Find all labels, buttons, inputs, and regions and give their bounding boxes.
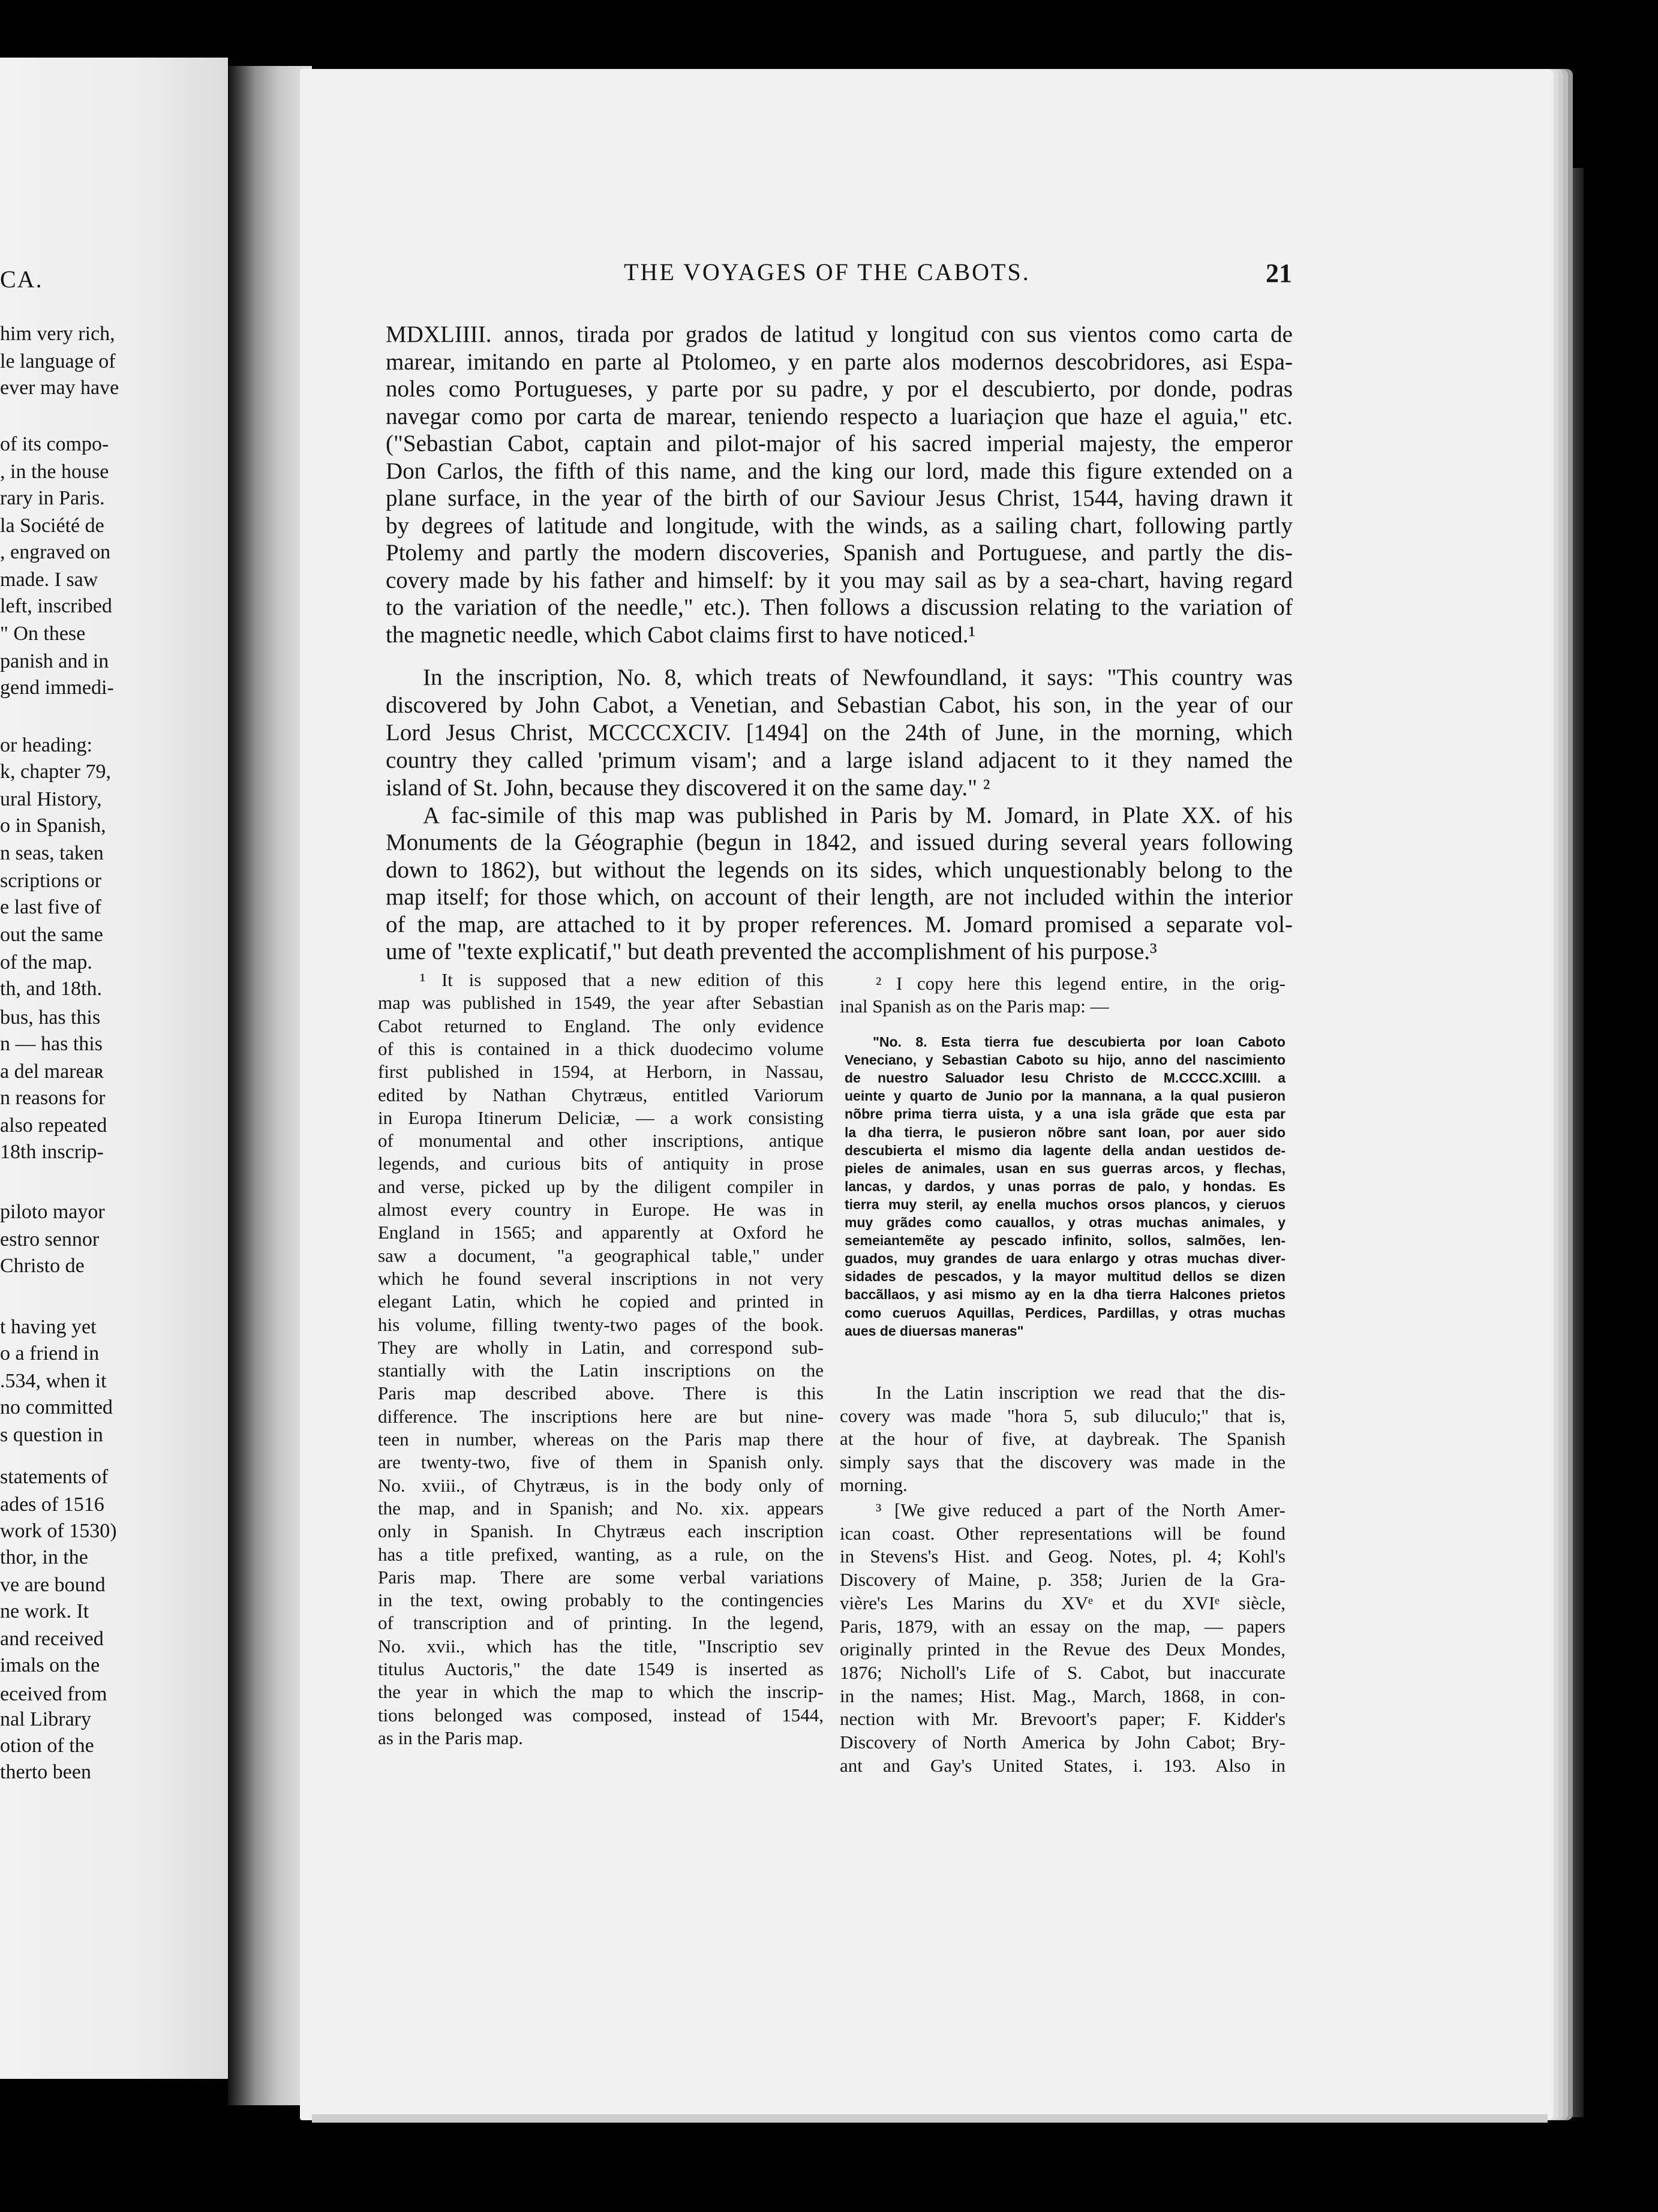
left-page-header: CA. xyxy=(0,266,43,293)
left-page-line: work of 1530) xyxy=(0,1520,117,1542)
body-text-line: Lord Jesus Christ, MCCCCXCIV. [1494] on the 24th of June, in the morning, which xyxy=(386,720,1293,746)
footnote-line: inal Spanish as on the Paris map: — xyxy=(840,996,1109,1017)
left-page-line: ever may have xyxy=(0,377,119,399)
footnote-line: Cabot returned to England. The only evidence xyxy=(378,1015,824,1036)
body-text-line: navegar como por carta de marear, teniendo respecto a luariaçion que haze el aguia," etc. xyxy=(386,403,1293,429)
left-page-line: piloto mayor xyxy=(0,1201,105,1223)
footnote-line: almost every country in Europe. He was in xyxy=(378,1199,824,1220)
footnote-line: Paris map described above. There is this xyxy=(378,1382,824,1404)
spanish-legend-line: la dha tierra, le pusieron nõbre sant Ioan, por auer sido xyxy=(845,1124,1285,1140)
spanish-legend-line: de nuestro Saluador Iesu Christo de M.CCCC.XCIIII. a xyxy=(845,1070,1285,1086)
left-page-line: left, inscribed xyxy=(0,595,112,617)
spanish-legend-line: como cueruos Aquillas, Perdices, Pardillas, y otras muchas xyxy=(845,1305,1285,1321)
footnote-line: Discovery of Maine, p. 358; Jurien de la Gra- xyxy=(840,1569,1285,1591)
spanish-legend-line: aues de diuersas maneras" xyxy=(845,1323,1024,1339)
spanish-legend-line: nõbre prima tierra uista, y a una isla grãde que esta par xyxy=(845,1106,1285,1122)
spanish-legend-line: lancas, y dardos, y unas porras de palo, y hondas. Es xyxy=(845,1178,1285,1194)
left-page-line: him very rich, xyxy=(0,323,115,345)
body-text-line: plane surface, in the year of the birth of our Saviour Jesus Christ, 1544, having drawn it xyxy=(386,485,1293,511)
left-page-line: ne work. It xyxy=(0,1600,89,1622)
left-page-line: t having yet xyxy=(0,1316,97,1338)
footnote-line: Discovery of North America by John Cabot; Bry- xyxy=(840,1732,1285,1753)
body-text-line: ("Sebastian Cabot, captain and pilot-major of his sacred imperial majesty, the emperor xyxy=(386,431,1293,456)
body-text-line: Ptolemy and partly the modern discoveries, Spanish and Portuguese, and partly the dis- xyxy=(386,540,1293,566)
left-page-line: n reasons for xyxy=(0,1087,106,1109)
footnote-line: ² I copy here this legend entire, in the orig- xyxy=(876,973,1285,994)
left-page-line: eceived from xyxy=(0,1683,107,1705)
left-page-line: o a friend in xyxy=(0,1342,100,1365)
left-page-line: panish and in xyxy=(0,650,109,672)
footnote-line: stantially with the Latin inscriptions on the xyxy=(378,1360,824,1381)
body-text-line: to the variation of the needle," etc.). Then follows a discussion relating to the variation of xyxy=(386,594,1293,620)
spanish-legend-line: Veneciano, y Sebastian Caboto su hijo, anno del nascimiento xyxy=(845,1052,1285,1068)
left-page xyxy=(0,58,228,2079)
footnote-line: as in the Paris map. xyxy=(378,1727,523,1748)
footnote-line: tions belonged was composed, instead of 1544, xyxy=(378,1704,824,1726)
footnote-line: of monumental and other inscriptions, antique xyxy=(378,1130,824,1152)
body-text-line: by degrees of latitude and longitude, with the winds, as a sailing chart, following partly xyxy=(386,512,1293,539)
footnote-line: in the text, owing probably to the contingencies xyxy=(378,1589,824,1611)
body-text-line: of the map, are attached to it by proper references. M. Jomard promised a separate vol- xyxy=(386,911,1293,937)
left-page-line: scriptions or xyxy=(0,870,102,892)
left-page-line: also repeated xyxy=(0,1114,107,1137)
footnote-line: ican coast. Other representations will be found xyxy=(840,1522,1285,1544)
running-title: THE VOYAGES OF THE CABOTS. xyxy=(624,259,1031,285)
left-page-line: out the same xyxy=(0,924,103,946)
spanish-legend-line: muy grãdes como cauallos, y otras muchas animales, y xyxy=(845,1215,1285,1230)
spanish-legend-line: baccãllaos, y asi mismo ay en la dha tierra Halcones prietos xyxy=(845,1287,1285,1303)
body-text-line: In the inscription, No. 8, which treats of Newfoundland, it says: "This country was xyxy=(423,665,1293,690)
body-text-line: A fac-simile of this map was published in Paris by M. Jomard, in Plate XX. of his xyxy=(423,803,1293,828)
footnote-line: They are wholly in Latin, and correspond sub- xyxy=(378,1336,824,1358)
footnote-line: No. xviii., of Chytræus, is in the body only of xyxy=(378,1474,824,1496)
left-page-line: ades of 1516 xyxy=(0,1493,104,1516)
book-edge xyxy=(1560,168,1584,2117)
left-page-line: estro sennor xyxy=(0,1228,100,1251)
book-gutter xyxy=(228,66,312,2105)
left-page-line: th, and 18th. xyxy=(0,978,102,1000)
spanish-legend-line: semeiantemẽte ay pescado infinito, sollos, salmões, len- xyxy=(845,1233,1285,1249)
footnote-line: which he found several inscriptions in not very xyxy=(378,1267,824,1289)
footnote-line: has a title prefixed, wanting, as a rule, on the xyxy=(378,1543,824,1565)
left-page-line: nal Library xyxy=(0,1708,91,1730)
left-page-line: s question in xyxy=(0,1424,103,1446)
left-page-line: rary in Paris. xyxy=(0,487,105,509)
left-page-line: , engraved on xyxy=(0,541,111,563)
footnote-line: edited by Nathan Chytræus, entitled Variorum xyxy=(378,1084,824,1105)
left-page-line: of its compo- xyxy=(0,433,109,455)
left-page-line: made. I saw xyxy=(0,569,98,591)
left-page-line: thor, in the xyxy=(0,1546,88,1568)
body-text-line: the magnetic needle, which Cabot claims first to have noticed.¹ xyxy=(386,621,976,648)
page-number: 21 xyxy=(1266,259,1292,288)
left-page-line: n — has this xyxy=(0,1033,103,1055)
left-page-line: " On these xyxy=(0,623,86,645)
body-text-line: country they called 'primum visam'; and a large island adjacent to it they named the xyxy=(386,747,1293,773)
left-page-line: a del mareaʀ xyxy=(0,1060,104,1083)
footnote-line: of transcription and of printing. In the legend, xyxy=(378,1612,824,1634)
footnote-line: nection with Mr. Brevoort's paper; F. Kidder's xyxy=(840,1708,1285,1730)
spanish-legend-line: pieles de animales, usan en sus guerras arcos, y flechas, xyxy=(845,1160,1285,1176)
left-page-line: la Société de xyxy=(0,515,104,537)
body-text-line: Don Carlos, the fifth of this name, and the king our lord, made this figure extended on a xyxy=(386,458,1293,484)
body-text-line: ume of "texte explicatif," but death prevented the accomplishment of his purpose.³ xyxy=(386,939,1157,964)
body-text-line: marear, imitando en parte al Ptolomeo, y en parte alos modernos descobridores, asi Espa- xyxy=(386,348,1293,375)
left-page-line: otion of the xyxy=(0,1735,94,1757)
footnote-line: map was published in 1549, the year after Sebastian xyxy=(378,992,824,1014)
footnote-line: elegant Latin, which he copied and printed in xyxy=(378,1291,824,1312)
body-text-line: covery made by his father and himself: by it you may sail as by a sea-chart, having regard xyxy=(386,567,1293,593)
spanish-legend-line: sidades de pescados, y la mayor multitud dellos se dizen xyxy=(845,1269,1285,1285)
left-page-line: ural History, xyxy=(0,788,102,810)
left-page-line: imals on the xyxy=(0,1654,100,1676)
spanish-legend-line: tierra muy steril, ay enella muchos orsos plancos, y cieruos xyxy=(845,1196,1285,1212)
left-page-line: no committed xyxy=(0,1396,113,1418)
footnote-line: are twenty-two, five of them in Spanish only. xyxy=(378,1451,824,1473)
footnote-line: at the hour of five, at daybreak. The Spanish xyxy=(840,1428,1285,1449)
footnote-line: Paris, 1879, with an essay on the map, — papers xyxy=(840,1615,1285,1637)
left-page-line: of the map. xyxy=(0,951,92,973)
footnote-line: first published in 1594, at Herborn, in Nassau, xyxy=(378,1061,824,1083)
left-page-line: gend immedi- xyxy=(0,677,114,699)
footnote-line: the map, and in Spanish; and No. xix. appears xyxy=(378,1497,824,1519)
footnote-line: and verse, picked up by the diligent compiler in xyxy=(378,1176,824,1197)
page-bottom-edge xyxy=(312,2114,1548,2123)
left-page-line: bus, has this xyxy=(0,1006,101,1029)
footnote-line: No. xvii., which has the title, "Inscriptio sev xyxy=(378,1635,824,1657)
footnote-line: in the names; Hist. Mag., March, 1868, in con- xyxy=(840,1685,1285,1706)
body-text-line: island of St. John, because they discovered it on the same day." ² xyxy=(386,775,990,801)
footnote-line: his volume, filling twenty-two pages of the book. xyxy=(378,1314,824,1335)
footnote-line: teen in number, whereas on the Paris map there xyxy=(378,1429,824,1450)
footnote-line: saw a document, "a geographical table," under xyxy=(378,1245,824,1266)
footnote-line: England in 1565; and apparently at Oxford he xyxy=(378,1222,824,1243)
footnote-line: covery was made "hora 5, sub diluculo;" that is, xyxy=(840,1405,1285,1426)
footnote-line: the year in which the map to which the inscrip- xyxy=(378,1681,824,1703)
left-page-line: , in the house xyxy=(0,461,109,483)
footnote-line: originally printed in the Revue des Deux Mondes, xyxy=(840,1639,1285,1660)
spanish-legend-line: "No. 8. Esta tierra fue descubierta por Ioan Caboto xyxy=(873,1034,1285,1050)
left-page-line: and received xyxy=(0,1628,104,1650)
footnote-line: ³ [We give reduced a part of the North Amer- xyxy=(876,1499,1285,1520)
footnote-line: of this is contained in a thick duodecimo volume xyxy=(378,1038,824,1059)
footnote-line: only in Spanish. In Chytræus each inscription xyxy=(378,1520,824,1542)
left-page-line: o in Spanish, xyxy=(0,815,106,837)
footnote-line: legends, and curious bits of antiquity in prose xyxy=(378,1153,824,1174)
left-page-line: ve are bound xyxy=(0,1574,106,1596)
footnote-line: in Stevens's Hist. and Geog. Notes, pl. 4; Kohl's xyxy=(840,1546,1285,1567)
left-page-line: k, chapter 79, xyxy=(0,761,112,783)
left-page-line: le language of xyxy=(0,350,116,372)
footnote-line: difference. The inscriptions here are but nine- xyxy=(378,1405,824,1427)
footnote-line: Paris map. There are some verbal variations xyxy=(378,1566,824,1588)
footnote-line: titulus Auctoris," the date 1549 is inserted as xyxy=(378,1658,824,1679)
left-page-line: Christo de xyxy=(0,1255,85,1277)
left-page-line: therto been xyxy=(0,1761,91,1783)
left-page-line: statements of xyxy=(0,1466,109,1488)
body-text-line: MDXLIIII. annos, tirada por grados de latitud y longitud con sus vientos como carta de xyxy=(386,321,1293,347)
footnote-line: simply says that the discovery was made in the xyxy=(840,1451,1285,1472)
left-page-line: or heading: xyxy=(0,734,92,756)
footnote-line: ant and Gay's United States, i. 193. Also in xyxy=(840,1754,1285,1776)
left-page-line: .534, when it xyxy=(0,1370,107,1392)
left-page-line: e last five of xyxy=(0,896,101,918)
body-text-line: discovered by John Cabot, a Venetian, and Sebastian Cabot, his son, in the year of our xyxy=(386,692,1293,718)
body-text-line: map itself; for those which, on account of their length, are not included within the interior xyxy=(386,884,1293,910)
spanish-legend-line: descubierta el mismo dia lagente della andan uestidos de- xyxy=(845,1142,1285,1158)
spanish-legend-line: guados, muy grandes de uara enlargo y otras muchas diver- xyxy=(845,1251,1285,1267)
left-page-line: 18th inscrip- xyxy=(0,1141,104,1163)
footnote-line: morning. xyxy=(840,1474,908,1495)
body-text-line: Monuments de la Géographie (begun in 1842, and issued during several years following xyxy=(386,830,1293,856)
left-page-line: n seas, taken xyxy=(0,842,104,864)
body-text-line: noles como Portugueses, y parte por su padre, y por el descubierto, por donde, podras xyxy=(386,376,1293,402)
body-text-line: down to 1862), but without the legends on its sides, which unquestionably belong to the xyxy=(386,856,1293,883)
footnote-line: ¹ It is supposed that a new edition of this xyxy=(420,969,824,990)
footnote-line: 1876; Nicholl's Life of S. Cabot, but inaccurate xyxy=(840,1661,1285,1683)
footnote-line: vière's Les Marins du XVᵉ et du XVIᵉ siècle, xyxy=(840,1592,1285,1613)
spanish-legend-line: ueinte y quarto de Junio por la mannana, a la qual pusieron xyxy=(845,1088,1285,1104)
footnote-line: In the Latin inscription we read that the dis- xyxy=(876,1382,1285,1403)
footnote-line: in Europa Itinerum Deliciæ, — a work consisting xyxy=(378,1107,824,1128)
